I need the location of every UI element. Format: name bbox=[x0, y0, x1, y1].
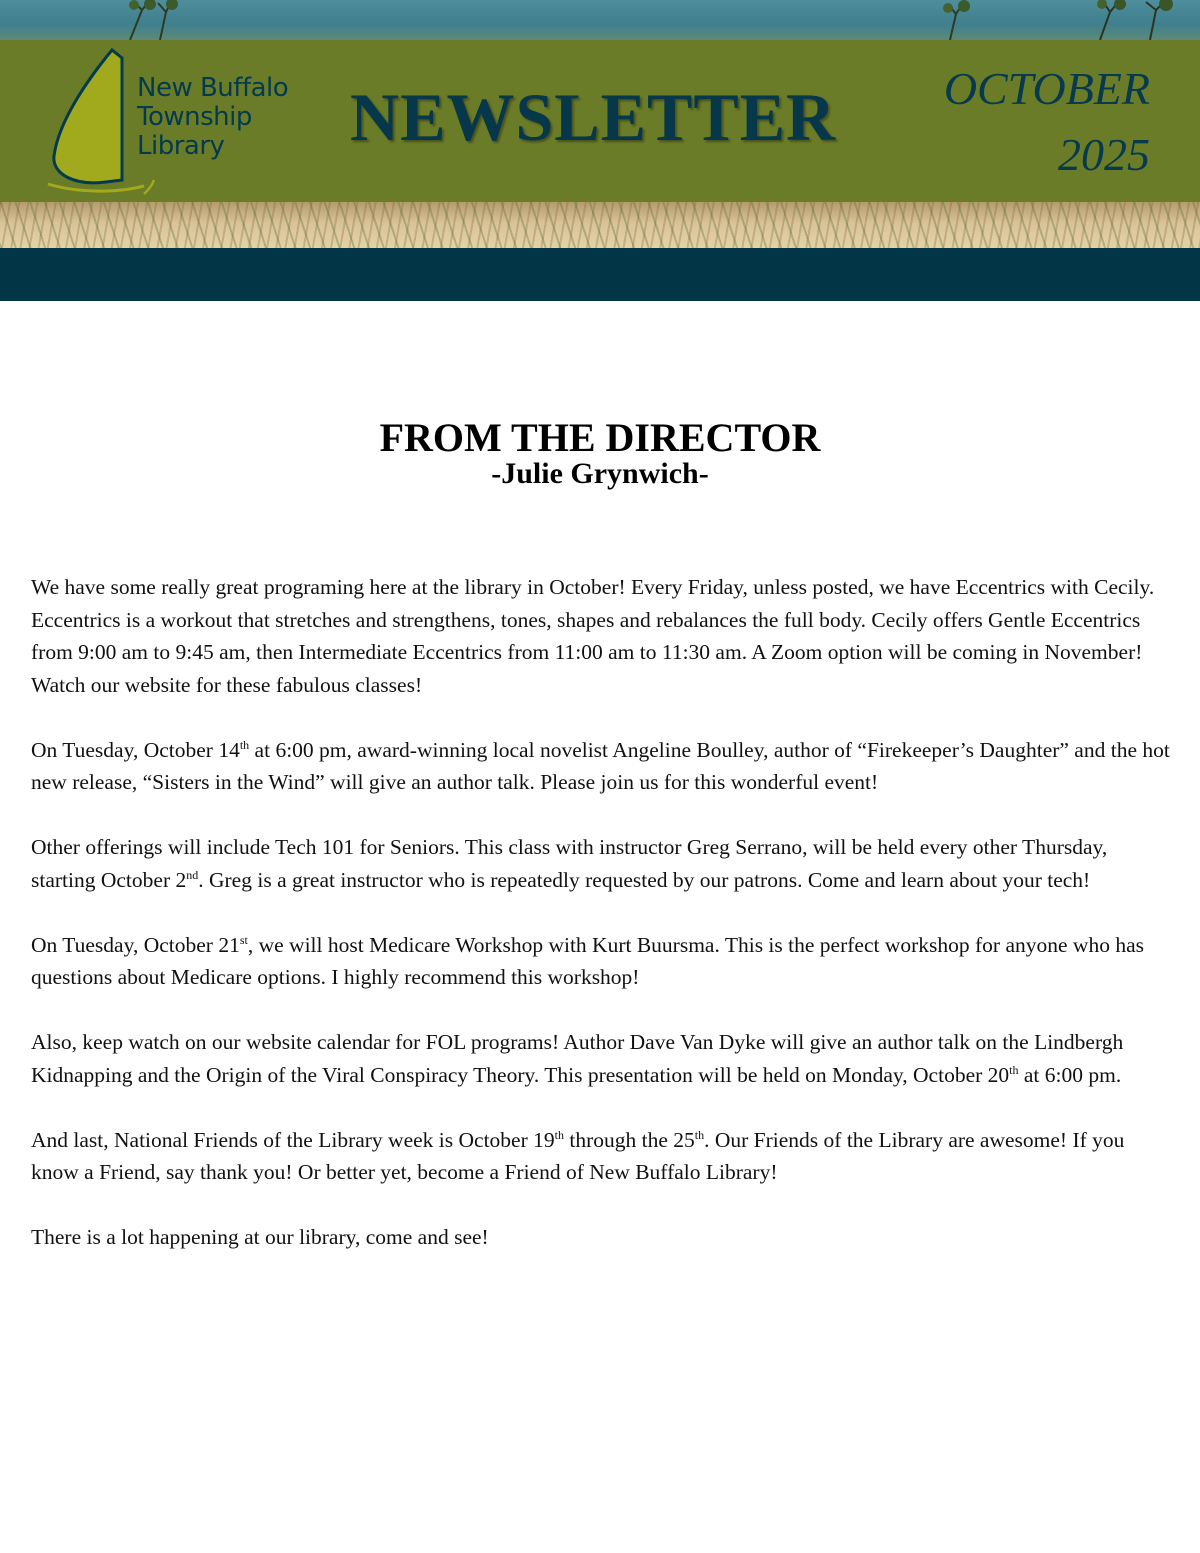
navy-band bbox=[0, 248, 1200, 301]
paragraph-5 bbox=[31, 1026, 1176, 1091]
text-segment: Other offerings will include Tech 101 for Seniors. This class with instructor Greg Serrano, will be held every other Thursday, starting October 2 bbox=[31, 835, 1108, 892]
director-letter bbox=[31, 571, 1176, 1286]
tree-branches-decoration bbox=[930, 0, 1020, 40]
dune-sand-photo-strip bbox=[0, 202, 1200, 248]
text-segment: through the 25 bbox=[563, 1127, 695, 1152]
paragraph-1: We have some really great programing here at the library in October! Every Friday, unless posted, we have Eccentrics with Cecily. Eccentrics is a workout that stretches and strengthens, tones, shapes and rebalances the full body. Cecily offers Gentle Eccentrics from 9:00 am to 9:45 am, then Intermediate Eccentrics from 11:00 am to 11:30 am. A Zoom option will be coming in November! Watch our website for these fabulous classes! bbox=[31, 575, 1155, 697]
issue-year: 2025 bbox=[1058, 129, 1150, 180]
logo-line-1: New Buffalo bbox=[137, 73, 289, 103]
text-segment: Also, keep watch on our website calendar for FOL programs! Author Dave Van Dyke will give an author talk on the Lindbergh Kidnapping and the Origin of the Viral Conspiracy Theory. This presentation will be held on Monday, October 20 bbox=[31, 1030, 1124, 1087]
ordinal-suffix: nd bbox=[186, 867, 199, 882]
newsletter-header bbox=[0, 0, 1200, 301]
tree-branches-decoration bbox=[1080, 0, 1200, 40]
issue-month: OCTOBER bbox=[943, 63, 1150, 114]
paragraph-6 bbox=[31, 1124, 1176, 1189]
newsletter-title: NEWSLETTER bbox=[350, 79, 837, 155]
paragraph-2 bbox=[31, 734, 1176, 799]
ordinal-suffix: st bbox=[239, 932, 248, 947]
text-segment: On Tuesday, October 21 bbox=[31, 932, 240, 957]
paragraph-7: There is a lot happening at our library, come and see! bbox=[31, 1225, 489, 1249]
text-segment: And last, National Friends of the Library week is October 19 bbox=[31, 1127, 555, 1152]
ordinal-suffix: th bbox=[1009, 1062, 1019, 1077]
logo-line-3: Library bbox=[137, 131, 225, 161]
ordinal-suffix: th bbox=[239, 737, 250, 752]
text-segment: at 6:00 pm. bbox=[1018, 1062, 1122, 1087]
text-segment: . Greg is a great instructor who is repeatedly requested by our patrons. Come and learn about your tech! bbox=[198, 867, 1091, 892]
library-logo-text bbox=[137, 74, 288, 161]
paragraph-4 bbox=[31, 929, 1176, 994]
section-title: FROM THE DIRECTOR bbox=[379, 415, 821, 460]
lake-photo-strip bbox=[0, 0, 1200, 40]
section-author: -Julie Grynwich- bbox=[491, 457, 709, 490]
text-segment: at 6:00 pm, award-winning local novelist Angeline Boulley, author of “Firekeeper’s Daughter” and the hot new release, “Sisters in the Wind” will give an author talk. Please join us for this wonderful event! bbox=[31, 737, 1170, 794]
text-segment: . Our Friends of the Library are awesome! If you know a Friend, say thank you! Or better yet, become a Friend of New Buffalo Library! bbox=[31, 1127, 1125, 1184]
text-segment: , we will host Medicare Workshop with Kurt Buursma. This is the perfect workshop for anyone who has questions about Medicare options. I highly recommend this workshop! bbox=[31, 932, 1144, 989]
ordinal-suffix: th bbox=[694, 1127, 705, 1142]
paragraph-3 bbox=[31, 831, 1176, 896]
ordinal-suffix: th bbox=[554, 1127, 564, 1142]
logo-line-2: Township bbox=[137, 102, 252, 132]
text-segment: On Tuesday, October 14 bbox=[31, 737, 240, 762]
tree-branches-decoration bbox=[120, 0, 210, 40]
